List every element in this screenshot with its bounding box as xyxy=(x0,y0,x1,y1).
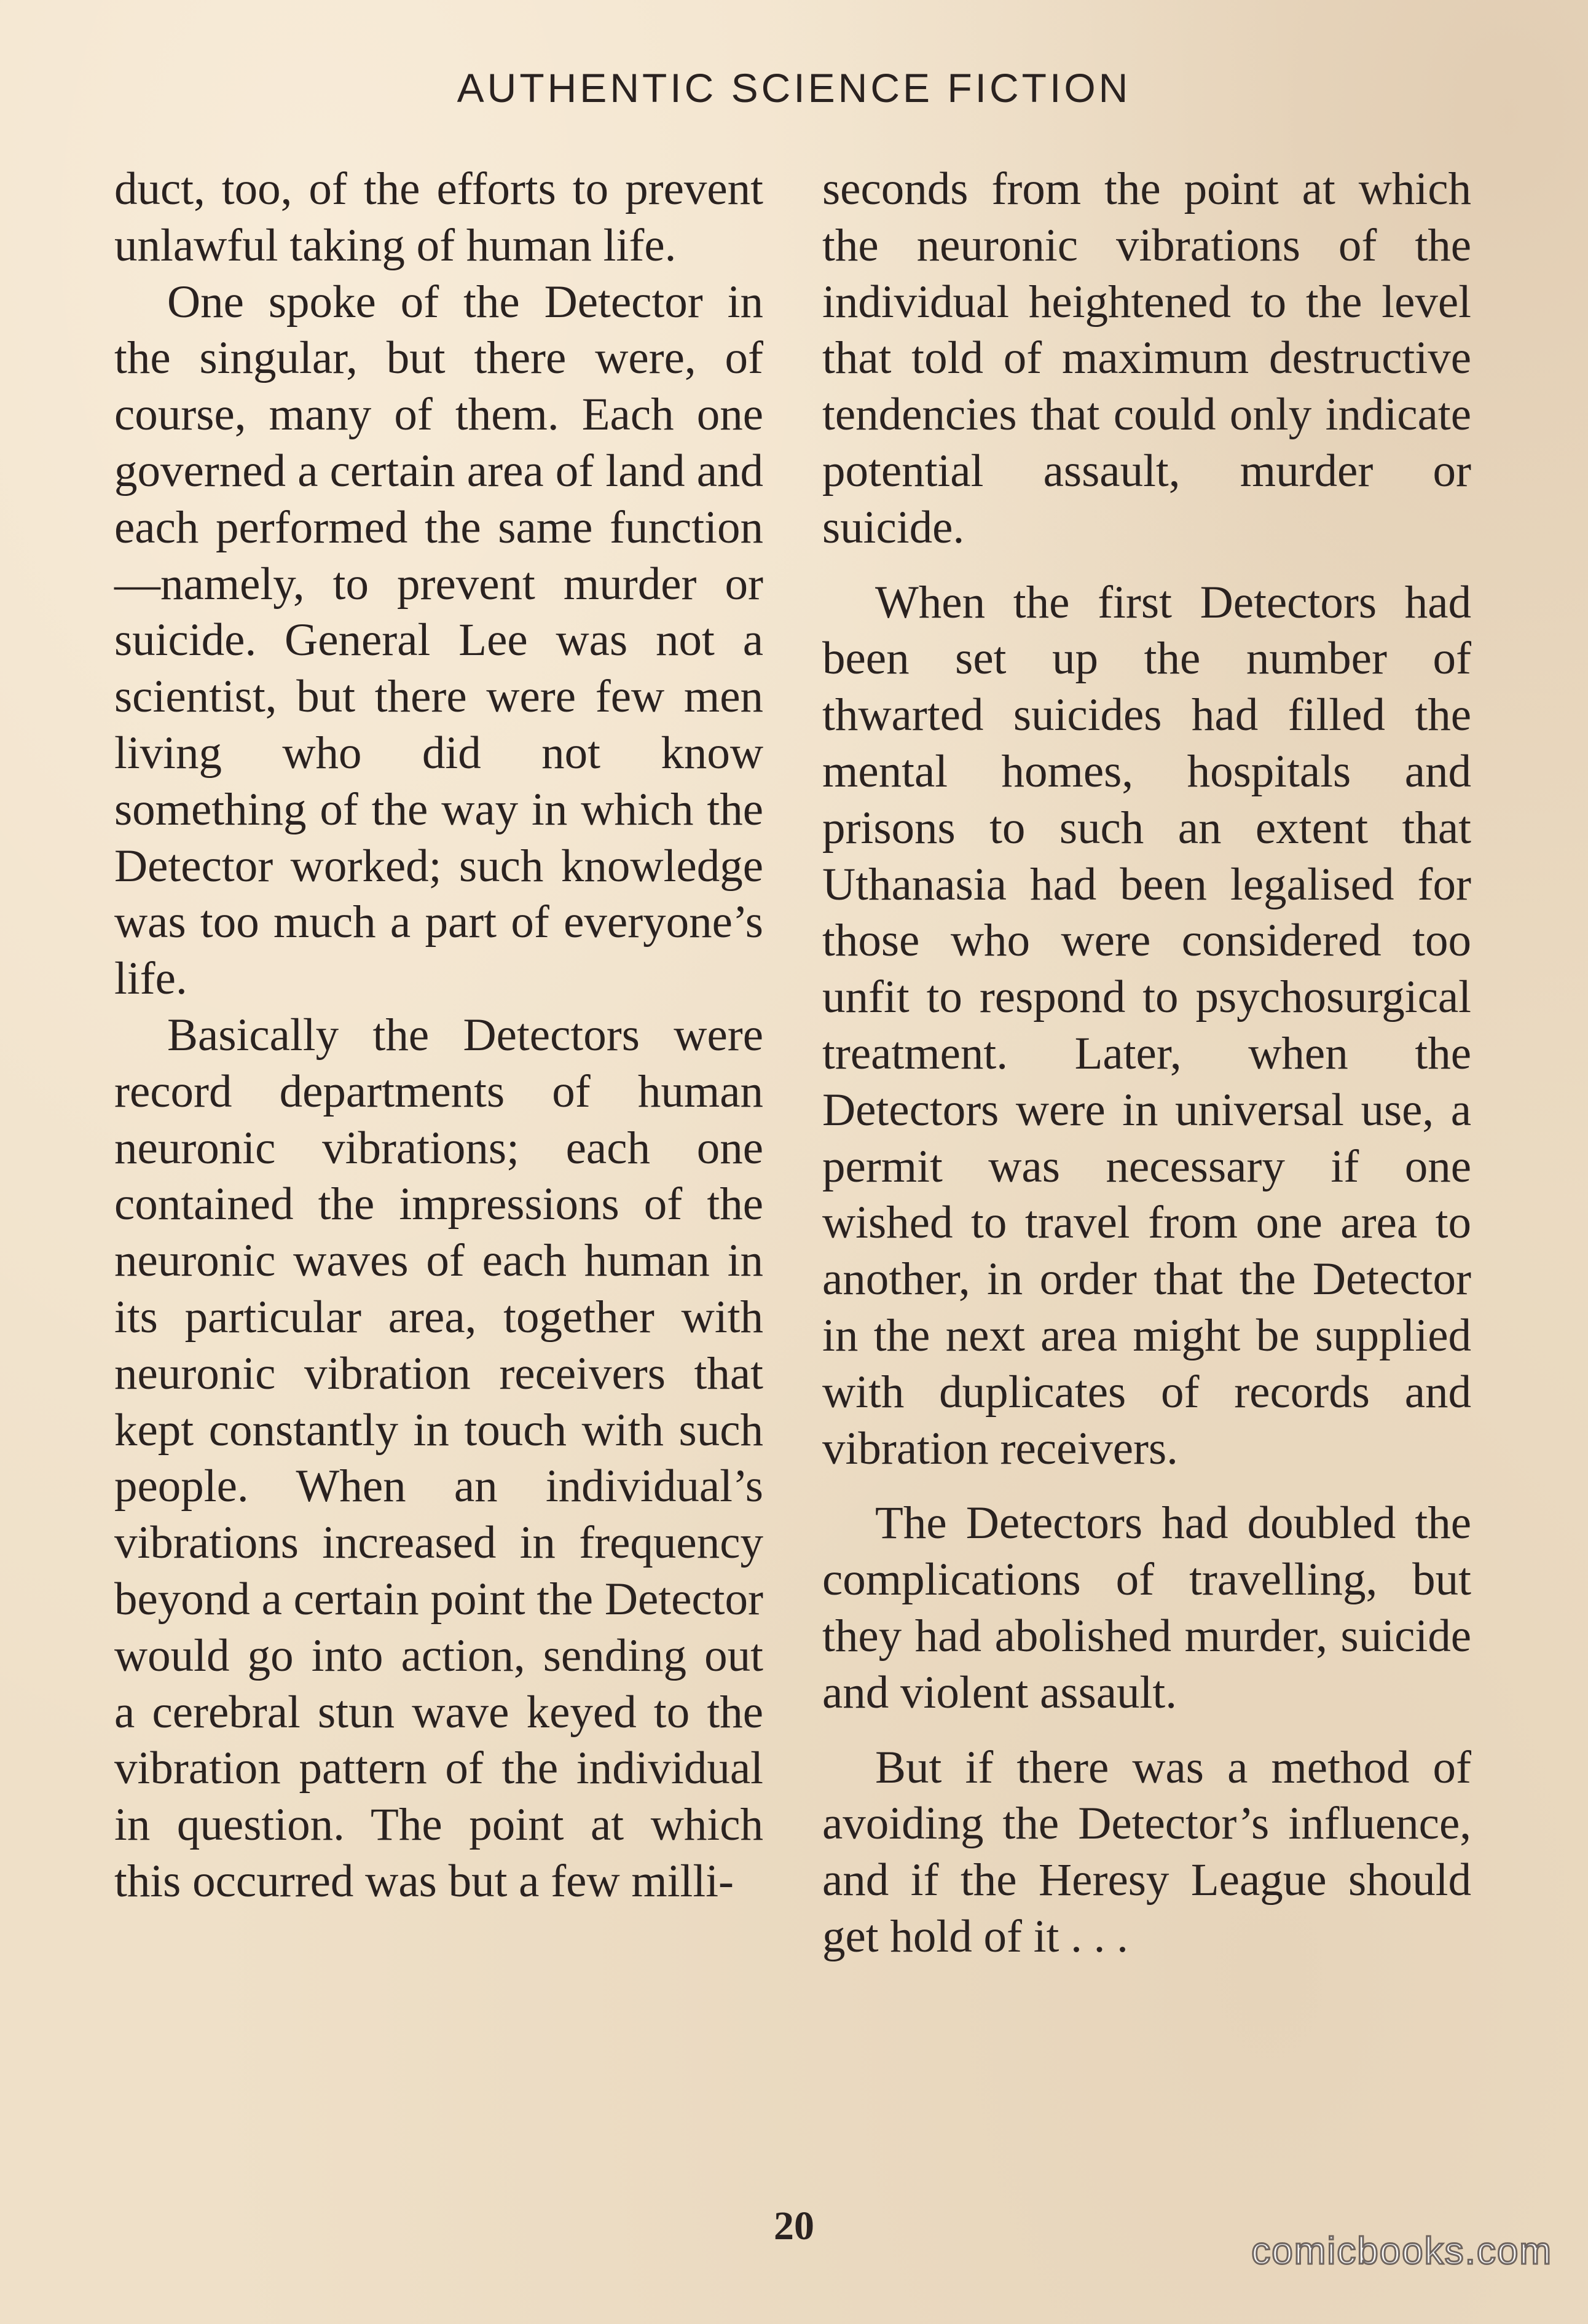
paragraph: When the first Detectors had been set up the number of thwarted suicides had filled the mental homes, hospitals and prisons to such an extent that Uthanasia had been legalised for those who were considered too unfit to respond to psychosurgical treatment. Later, when the Detectors were in universal use, a permit was necessary if one wished to travel from one area to another, in order that the Detector in the next area might be supplied with duplicates of records and vibration receivers. xyxy=(822,576,1471,1474)
paragraph: One spoke of the Detector in the singular, but there were, of course, many of them. Each one governed a certain area of land and each performed the same function—namely, to prevent murder or suicide. General Lee was not a scientist, but there were few men living who did not know something of the way in which the Detector worked; such knowledge was too much a part of everyone’s life. xyxy=(114,276,763,1005)
running-head: AUTHENTIC SCIENCE FICTION xyxy=(457,65,1131,111)
paragraph: seconds from the point at which the neuronic vibrations of the individual heightened to the level that told of maximum destructive tendencies that could only indicate potential assault, murder or suicide. xyxy=(822,163,1471,553)
paragraph: The Detectors had doubled the complications of travelling, but they had abolished murder, suicide and violent assault. xyxy=(822,1498,1471,1718)
page-number: 20 xyxy=(774,2204,814,2248)
paragraph: Basically the Detectors were record departments of human neuronic vibrations; each one contained the impressions of the neuronic waves of each human in its particular area, together with neuronic vibration receivers that kept constantly in touch with such people. When an individual’s vibrations increased in frequency beyond a certain point the Detector would go into action, sending out a cerebral stun wave keyed to the vibration pattern of the individual in question. The point at which this occurred was but a few milli- xyxy=(114,1009,763,1907)
paragraph: duct, too, of the efforts to prevent unlawful taking of human life. xyxy=(114,163,763,271)
paragraph: But if there was a method of avoiding the Detector’s influence, and if the Heresy League should get hold of it . . . xyxy=(822,1741,1471,1962)
left-column xyxy=(114,161,763,1910)
right-column xyxy=(822,161,1471,1965)
watermark: comicbooks.com xyxy=(1251,2230,1552,2272)
